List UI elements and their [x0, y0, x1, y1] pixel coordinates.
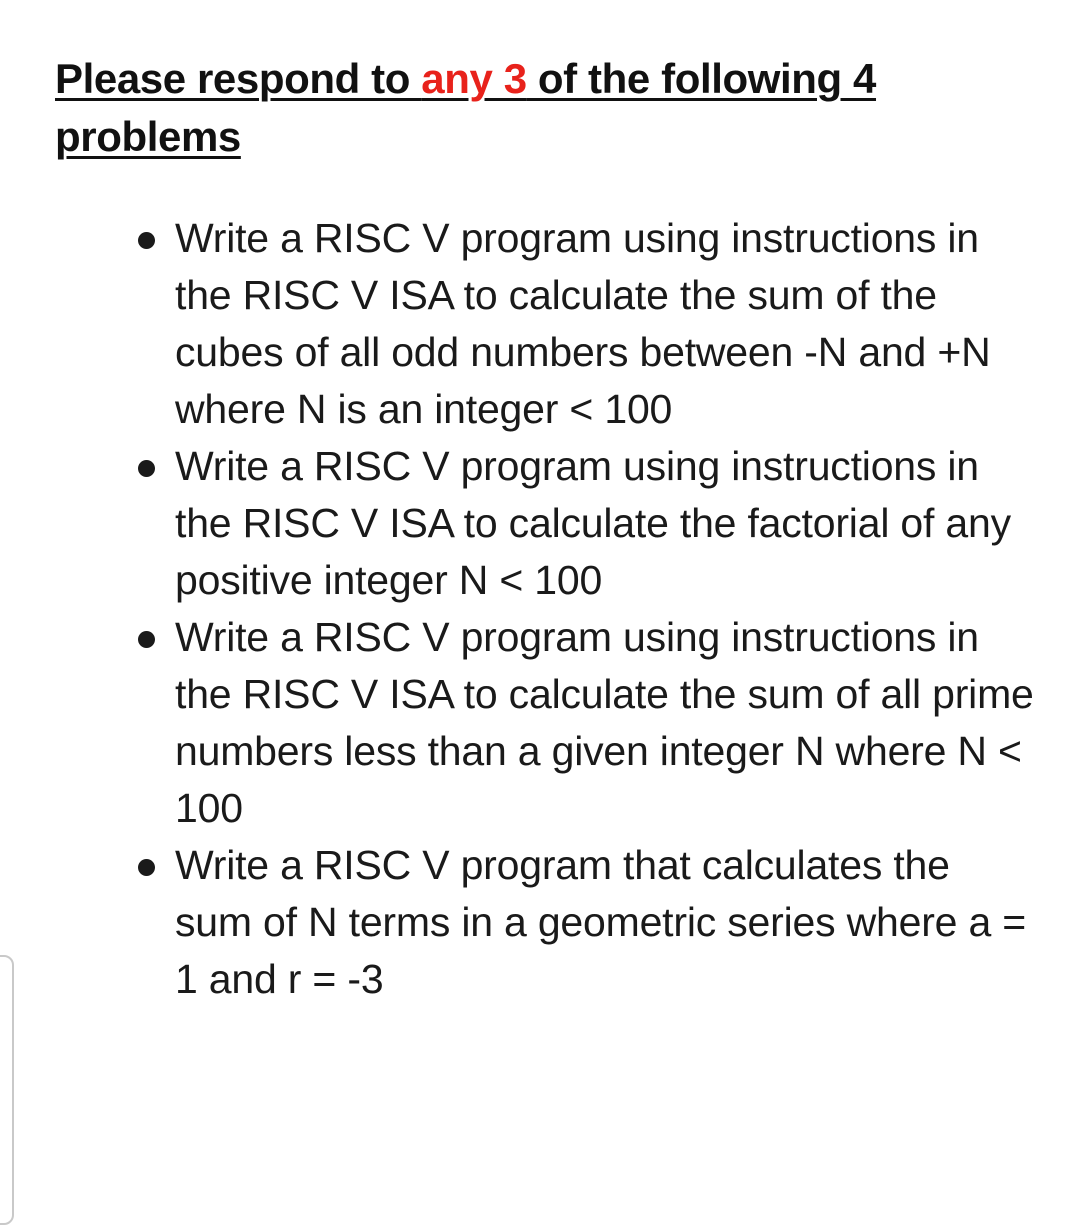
- bullet-icon: [138, 460, 155, 477]
- heading-prefix: Please respond to: [55, 55, 422, 102]
- heading-emphasis: any 3: [421, 55, 527, 102]
- problem-item-2: [0, 438, 1035, 609]
- problem-text: Write a RISC V program using instructions in the RISC V ISA to calculate the sum of the cubes of all odd numbers between -N and +N where N is an integer < 100: [175, 215, 991, 432]
- bullet-icon: [138, 859, 155, 876]
- bullet-icon: [138, 631, 155, 648]
- page-heading: [55, 50, 1015, 166]
- problem-item-1: [0, 210, 1035, 438]
- bullet-icon: [138, 232, 155, 249]
- problem-text: Write a RISC V program using instructions in the RISC V ISA to calculate the factorial of any positive integer N < 100: [175, 443, 1011, 603]
- problem-item-4: [0, 837, 1035, 1008]
- heading-suffix: of the following 4 problems: [55, 55, 877, 160]
- left-edge-outline: [0, 955, 14, 1225]
- problem-list: [0, 210, 1035, 1008]
- problem-text: Write a RISC V program using instructions in the RISC V ISA to calculate the sum of all prime numbers less than a given integer N where N < 100: [175, 614, 1034, 831]
- problem-text: Write a RISC V program that calculates the sum of N terms in a geometric series where a = 1 and r = -3: [175, 842, 1026, 1002]
- problem-item-3: [0, 609, 1035, 837]
